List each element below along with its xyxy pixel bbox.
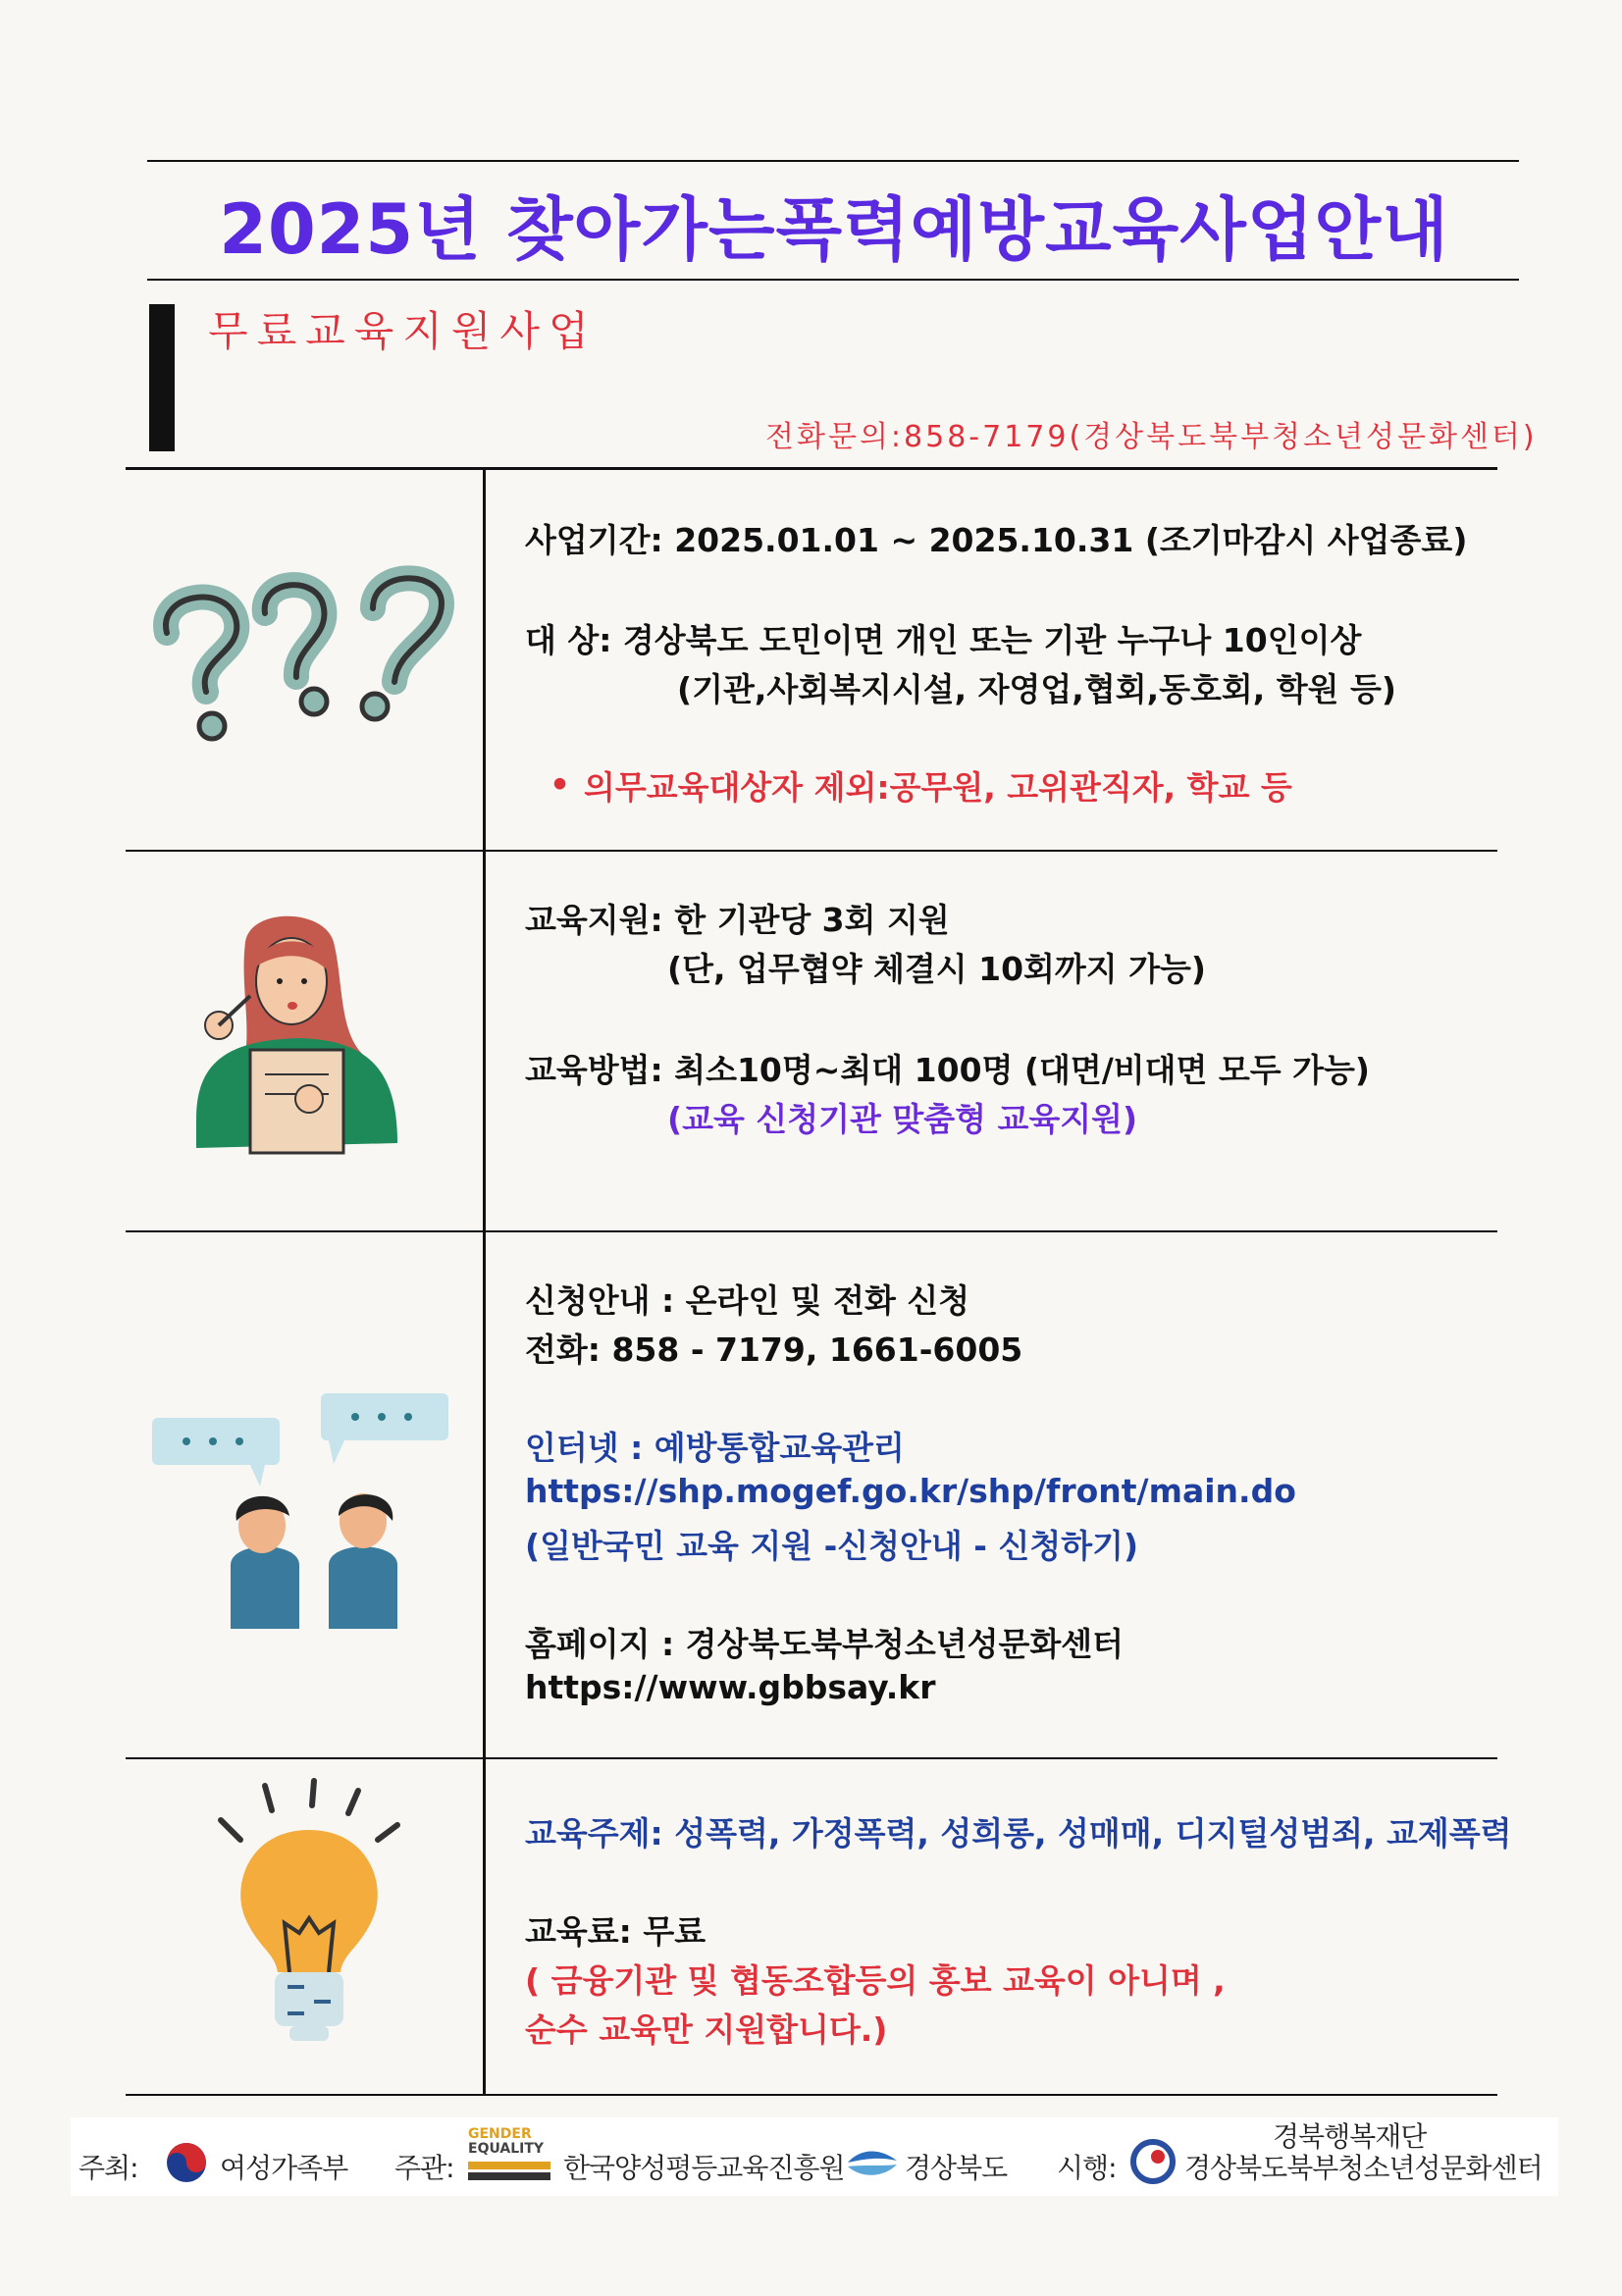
education-method-note: (교육 신청기관 맞춤형 교육지원): [667, 1100, 1138, 1138]
province: 경상북도: [905, 2152, 1008, 2184]
education-fee-note-1: ( 금융기관 및 협동조합등의 홍보 교육이 아니며 ,: [525, 1961, 1226, 2000]
business-period: 사업기간: 2025.01.01 ~ 2025.10.31 (조기마감시 사업종료): [525, 521, 1468, 559]
organizer-institute: 한국양성평등교육진흥원: [563, 2152, 845, 2184]
gender-logo-text-1: GENDER: [468, 2126, 532, 2142]
education-support-note: (단, 업무협약 체결시 10회까지 가능): [667, 950, 1206, 988]
exclusion-note: 의무교육대상자 제외:공무원, 고위관직자, 학교 등: [584, 768, 1292, 807]
gyeongbuk-logo-icon: [846, 2143, 899, 2186]
table-divider: [483, 469, 486, 2096]
apply-phone: 전화: 858 - 7179, 1661-6005: [525, 1331, 1023, 1369]
taeguk-logo-icon: [165, 2141, 208, 2188]
title-rule: [147, 279, 1519, 281]
footer-sponsors: [71, 2117, 1558, 2196]
target: 대 상: 경상북도 도민이면 개인 또는 기관 누구나 10인이상: [525, 621, 1362, 659]
education-topics: 교육주제: 성폭력, 가정폭력, 성희롱, 성매매, 디지털성범죄, 교제폭력: [525, 1814, 1512, 1852]
exec-label: 시행:: [1057, 2152, 1117, 2184]
page-title: 2025년 찾아가는폭력예방교육사업안내: [219, 189, 1449, 270]
internet-note: (일반국민 교육 지원 -신청안내 - 신청하기): [525, 1527, 1139, 1565]
table-rule-1: [126, 850, 1497, 852]
subtitle: 무료교육지원사업: [208, 307, 598, 355]
homepage-link[interactable]: https://www.gbbsay.kr: [525, 1668, 936, 1706]
apply-guide: 신청안내 : 온라인 및 전화 신청: [525, 1281, 970, 1320]
host-label: 주최:: [78, 2152, 138, 2184]
education-fee-note-2: 순수 교육만 지원합니다.): [525, 2010, 888, 2049]
foundation-name: 경북행복재단: [1273, 2120, 1427, 2153]
homepage-label: 홈페이지 : 경상북도북부청소년성문화센터: [525, 1625, 1124, 1663]
organizer-label: 주관:: [394, 2152, 454, 2184]
subtitle-bar: [149, 304, 175, 451]
chat-people-icon: [152, 1393, 456, 1633]
target-note: (기관,사회복지시설, 자영업,협회,동호회, 학원 등): [677, 670, 1396, 708]
education-method: 교육방법: 최소10명~최대 100명 (대면/비대면 모두 가능): [525, 1051, 1370, 1089]
table-rule-3: [126, 1757, 1497, 1759]
light-bulb-icon: [211, 1776, 407, 2055]
education-fee: 교육료: 무료: [525, 1912, 706, 1951]
internet-link[interactable]: https://shp.mogef.go.kr/shp/front/main.do: [525, 1472, 1296, 1510]
table-rule-top: [126, 467, 1497, 470]
phone-inquiry: 전화문의:858-7179(경상북도북부청소년성문화센터): [765, 420, 1538, 454]
question-marks-icon: [147, 564, 461, 755]
table-rule-2: [126, 1230, 1497, 1232]
gender-equality-logo: [468, 2127, 558, 2186]
education-support: 교육지원: 한 기관당 3회 지원: [525, 901, 950, 939]
internet-label: 인터넷 : 예방통합교육관리: [525, 1429, 905, 1467]
woman-thinking-icon: [191, 913, 407, 1162]
table-rule-bottom: [126, 2094, 1497, 2096]
gender-logo-text-2: EQUALITY: [468, 2141, 545, 2157]
top-rule: [147, 160, 1519, 162]
exclusion-bullet: •: [549, 765, 571, 804]
center-logo-icon: [1130, 2139, 1176, 2188]
center-name: 경상북도북부청소년성문화센터: [1184, 2152, 1543, 2184]
host-ministry: 여성가족부: [220, 2152, 348, 2184]
